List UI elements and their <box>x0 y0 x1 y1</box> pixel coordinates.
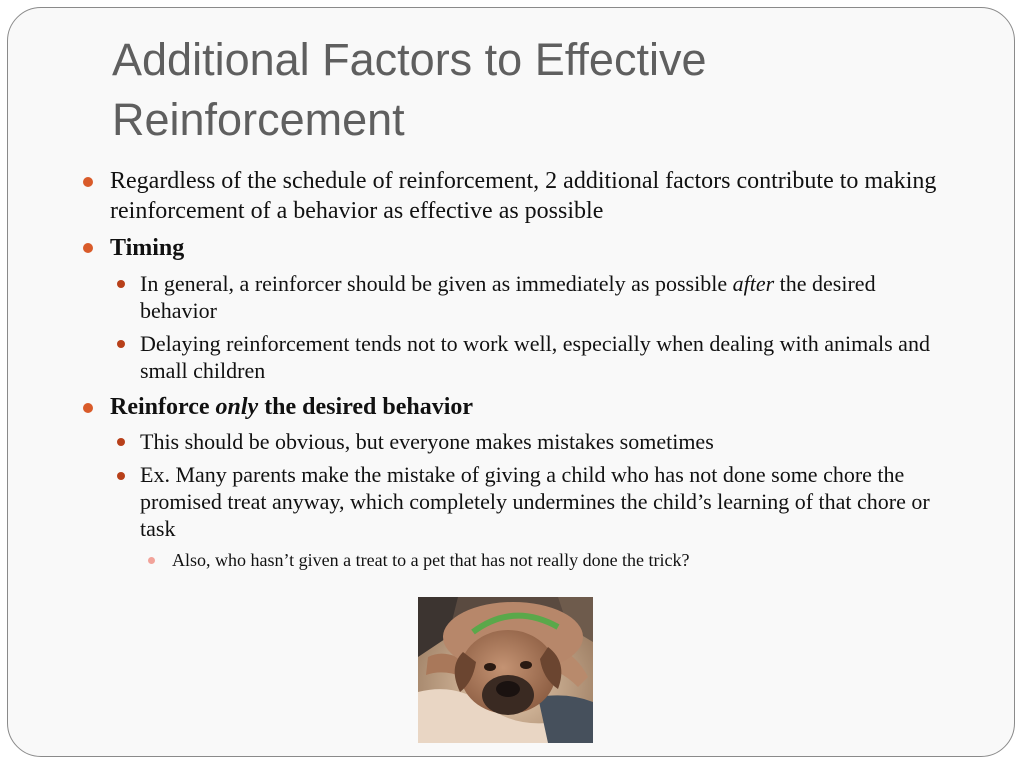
reinforce-heading-pre: Reinforce <box>110 394 216 420</box>
dog-photo <box>418 597 593 743</box>
timing-1-emphasis: after <box>732 271 775 296</box>
bullet-timing <box>110 233 990 263</box>
reinforce-heading-emphasis: only <box>215 394 259 420</box>
sub-bullet-dot <box>117 472 125 480</box>
reinforce-heading-post: the desired behavior <box>258 394 474 420</box>
sub-sub-bullet-dot <box>148 557 155 564</box>
slide-title: Additional Factors to Effective Reinforcement <box>112 34 707 145</box>
timing-heading: Timing <box>110 235 185 261</box>
bullet-reinforce-2-sub: Also, who hasn’t given a treat to a pet that has not really done the trick? <box>172 550 690 570</box>
sub-bullet-dot <box>117 438 125 446</box>
sub-bullet-dot <box>117 280 125 288</box>
timing-1-text: In general, a reinforcer should be given as immediately as possible <box>140 271 733 296</box>
bullet-intro: Regardless of the schedule of reinforcement, 2 additional factors contribute to making reinforcement of a behavior as effective as possible <box>110 168 937 224</box>
bullet-reinforce-2: Ex. Many parents make the mistake of giving a child who has not done some chore the promised treat anyway, which completely undermines the child’s learning of that chore or task <box>140 462 930 541</box>
bullet-dot <box>83 403 93 413</box>
reinforce-heading <box>110 394 473 420</box>
bullet-dot <box>83 177 93 187</box>
bullet-reinforce <box>110 392 990 422</box>
sub-bullet-dot <box>117 340 125 348</box>
bullet-reinforce-1: This should be obvious, but everyone makes mistakes sometimes <box>140 429 714 454</box>
bullet-timing-2: Delaying reinforcement tends not to work well, especially when dealing with animals and small children <box>140 331 930 383</box>
dog-illustration <box>418 597 593 743</box>
timing-1-text-end: the desired behavior <box>140 271 876 323</box>
bullet-dot <box>83 243 93 253</box>
bullet-timing-1 <box>140 270 950 324</box>
